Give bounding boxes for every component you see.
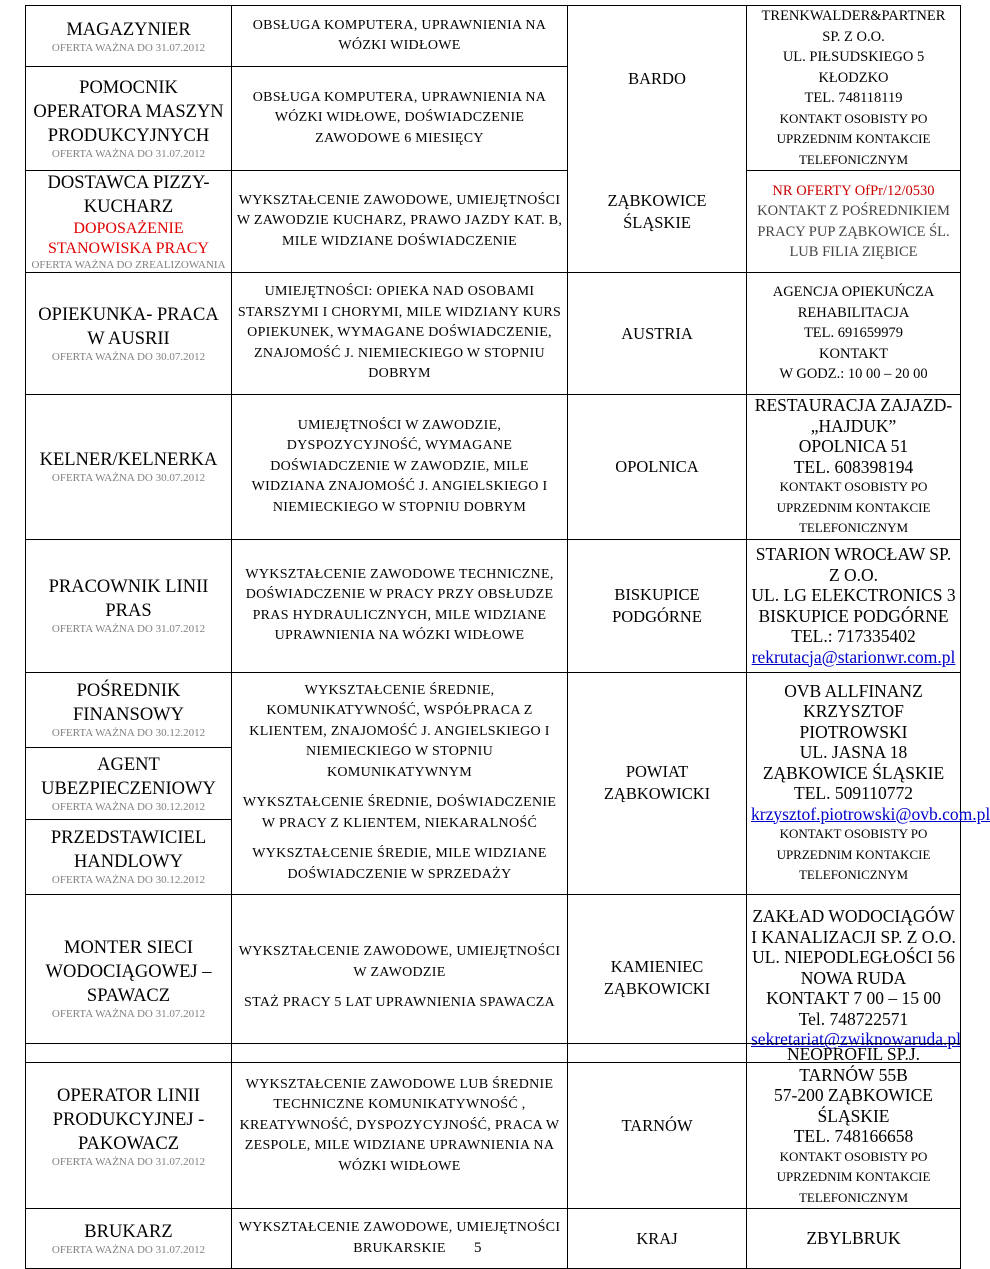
job-title: OPIEKUNKA- PRACA W AUSRII [38,305,219,349]
employer-name: ZBYLBRUK [806,1228,901,1249]
requirements-text: WYKSZTAŁCENIE ZAWODOWE TECHNICZNE, DOŚWIADCZENIE W PRACY PRZY OBSŁUDZE PRAS HYDRAULICZNYCH, MILE WIDZIANE UPRAWNIENIA NA WÓZKI WIDŁOWE [245,566,554,643]
job-title: PRZEDSTAWICIEL HANDLOWY [50,828,207,872]
employer-street: UL. JASNA 18 [799,742,908,762]
table-row [26,539,961,672]
employer-cell [747,1209,961,1269]
requirements-text: STAŻ PRACY 5 LAT UPRAWNIENIA SPAWACZA [244,995,555,1011]
employer-name: STARION WROCŁAW SP. Z O.O. [755,544,952,585]
requirements-text: WYKSZTAŁCENIE ŚREDNIE, KOMUNIKATYWNOŚĆ, WSPÓŁPRACA Z KLIENTEM, ZNAJOMOŚĆ J. ANGIELSKIEGO I NIEMIECKIEGO W STOPNIU KOMUNIKATYWNYM [249,682,550,780]
requirements-cell [232,67,568,171]
location-cell [568,672,747,894]
offer-validity: OFERTA WAŻNA DO 31.07.2012 [51,1244,206,1256]
location-cell [568,6,747,273]
job-title: MAGAZYNIER [66,19,191,40]
offer-validity: OFERTA WAŻNA DO 31.07.2012 [51,1155,206,1168]
table-row [26,395,961,540]
employer-name: TRENKWALDER&PARTNER SP. Z O.O. [761,8,946,45]
page-number: 5 [474,1240,482,1256]
requirements-text: UMIEJĘTNOŚCI: OPIEKA NAD OSOBAMI STARSZYMI I CHORYMI, MILE WIDZIANY KURS OPIEKUNEK, WYMAGANE DOŚWIADCZENIE, ZNAJOMOŚĆ J. NIEMIECKIEGO W STOPNIU DOBRYM [237,284,562,382]
offer-validity: OFERTA WAŻNA DO 31.07.2012 [51,1007,206,1020]
location-cell [568,539,747,672]
job-cell [26,273,232,395]
employer-city: ZĄBKOWICE ŚLĄSKIE [762,762,945,783]
location-biskupice: BISKUPICE PODGÓRNE [612,584,702,626]
employer-hours: KONTAKT 7 00 – 15 00 [766,988,941,1009]
employer-phone: TEL. 748166658 [793,1126,914,1146]
employer-name: RESTAURACJA ZAJAZD- „HAJDUK” [754,395,953,436]
employer-phone: TEL.: 717335402 [791,626,916,646]
job-title: PRACOWNIK LINII PRAS [48,577,209,621]
employer-contact: KONTAKT OSOBISTY PO UPRZEDNIM KONTAKCIE TELEFONICZNYM [776,479,931,535]
location-cell [568,273,747,395]
offer-validity: OFERTA WAŻNA DO 31.07.2012 [51,148,206,161]
employer-cell [747,171,961,273]
job-title: DOSTAWCA PIZZY-KUCHARZ [47,173,210,217]
employer-street: UL. PIŁSUDSKIEGO 5 [782,49,925,65]
employer-city: KŁODZKO [818,69,889,86]
job-cell [26,672,232,894]
job-cell [26,1044,232,1209]
requirements-text: WYKSZTAŁCENIE ZAWODOWE, UMIEJĘTNOŚCI W ZAWODZIE KUCHARZ, PRAWO JAZDY KAT. B, MILE WIDZIANE DOŚWIADCZENIE [236,192,563,249]
employer-city: NOWA RUDA [800,967,907,988]
job-offers-table-continued [25,1043,961,1269]
location-kraj: KRAJ [636,1228,678,1248]
table-row [26,1044,961,1209]
job-title: POŚREDNIK FINANSOWY [73,681,184,725]
employer-street: UL. LG ELEKCTRONICS 3 [751,585,956,605]
employer-contact: KONTAKT OSOBISTY PO UPRZEDNIM KONTAKCIE TELEFONICZNYM [776,826,931,882]
employer-cell [747,1044,961,1209]
requirements-text: WYKSZTAŁCENIE ZAWODOWE, UMIEJĘTNOŚCI BRUKARSKIE [238,1220,561,1256]
employer-email-link[interactable]: rekrutacja@starionwr.com.pl [751,646,956,667]
employer-cell [747,6,961,171]
employer-phone: TEL. 509110772 [794,783,913,803]
employer-city: BISKUPICE PODGÓRNE [758,605,949,626]
requirements-text: OBSŁUGA KOMPUTERA, UPRAWNIENIA NA WÓZKI WIDŁOWE [252,17,547,54]
employer-street: TARNÓW 55B [799,1064,908,1085]
job-title: KELNER/KELNERKA [39,450,218,471]
offer-validity: OFERTA WAŻNA DO 30.12.2012 [51,800,206,813]
job-cell [26,894,232,1062]
employer-contact: KONTAKT OSOBISTY PO UPRZEDNIM KONTAKCIE TELEFONICZNYM [776,1148,931,1205]
requirements-text: OBSŁUGA KOMPUTERA, UPRAWNIENIA NA WÓZKI WIDŁOWE, DOŚWIADCZENIE ZAWODOWE 6 MIESIĘCY [252,89,547,146]
employer-phone: TEL. 608398194 [793,456,914,477]
job-title: AGENT UBEZPIECZENIOWY [41,754,216,799]
location-powiat: POWIAT ZĄBKOWICKI [603,762,711,803]
table-row [26,894,961,1062]
location-zabkowice: ZĄBKOWICE ŚLĄSKIE [607,191,707,232]
employer-street: UL. NIEPODLEGŁOŚCI 56 [752,947,955,968]
offer-validity: OFERTA WAŻNA DO 30.12.2012 [51,727,206,739]
table-row [26,1209,961,1269]
employer-cell [747,539,961,672]
employer-address: OPOLNICA 51 [798,436,909,456]
job-cell [26,395,232,540]
job-cell [26,1209,232,1269]
location-kamieniec: KAMIENIEC ZĄBKOWICKI [603,957,711,998]
employer-name: AGENCJA OPIEKUŃCZA REHABILITACJA [772,284,935,321]
offer-validity: OFERTA WAŻNA DO ZREALIZOWANIA [31,259,226,271]
employer-email-link[interactable]: krzysztof.piotrowski@ovb.com.pl [751,803,990,824]
requirements-cell [232,273,568,395]
employer-phone: TEL. 691659979 [803,325,904,342]
job-title: OPERATOR LINII PRODUKCYJNEJ - PAKOWACZ [52,1085,205,1154]
location-bardo: BARDO [628,69,686,88]
requirements-text: WYKSZTAŁCENIE ZAWODOWE LUB ŚREDNIE TECHNICZNE KOMUNIKATYWNOŚĆ , KREATYWNOŚĆ, DYSPOZYCYJNOŚĆ, PRACA W ZESPOLE, MILE WIDZIANE UPRAWNIENIA NA WÓZKI WIDŁOWE [239,1076,560,1174]
job-cell [26,539,232,672]
employer-name: NEOPROFIL SP.J. [786,1044,921,1064]
requirements-cell [232,894,568,1062]
job-cell [26,6,232,67]
job-title: MONTER SIECI WODOCIĄGOWEJ – SPAWACZ [45,937,212,1006]
location-cell [568,395,747,540]
employer-cell [747,894,961,1062]
location-austria: AUSTRIA [621,323,693,343]
employer-contact: KONTAKT Z POŚREDNIKIEM PRACY PUP ZĄBKOWICE ŚL. LUB FILIA ZIĘBICE [757,203,950,260]
table-row [26,672,961,894]
requirements-cell [232,539,568,672]
table-row [26,6,961,67]
table-row [26,273,961,395]
requirements-cell [232,395,568,540]
job-subcell [26,820,231,894]
location-cell [568,1209,747,1269]
requirements-text: WYKSZTAŁCENIE ŚREDNIE, DOŚWIADCZENIE W PRACY Z KLIENTEM, NIEKARALNOŚĆ [242,795,557,831]
offer-number: NR OFERTY OfPr/12/0530 [772,182,935,199]
job-subcell [26,673,231,748]
location-cell [568,894,747,1062]
employer-cell [747,273,961,395]
employer-contact: KONTAKT [819,345,888,362]
employer-city: 57-200 ZĄBKOWICE ŚLĄSKIE [774,1085,933,1126]
job-cell [26,171,232,273]
employer-email-link[interactable]: sekretariat@zwiknowaruda.pl [751,1029,961,1050]
job-subcell [26,748,231,820]
offer-validity: OFERTA WAŻNA DO 30.12.2012 [51,874,206,886]
job-title: BRUKARZ [84,1222,173,1242]
employer-name: OVB ALLFINANZ KRZYSZTOF PIOTROWSKI [784,680,923,742]
employer-cell [747,395,961,540]
table-row [26,171,961,273]
job-title: POMOCNIK OPERATORA MASZYN PRODUKCYJNYCH [33,78,224,147]
location-opolnica: OPOLNICA [615,456,699,476]
location-tarnow: TARNÓW [621,1116,693,1135]
requirements-text: UMIEJĘTNOŚCI W ZAWODZIE, DYSPOZYCYJNOŚĆ, WYMAGANE DOŚWIADCZENIE W ZAWODZIE, MILE WIDZIANA ZNAJOMOŚĆ J. ANGIELSKIEGO I NIEMIECKIEGO W STOPNIU DOBRYM [251,417,548,515]
employer-name: ZAKŁAD WODOCIĄGÓW I KANALIZACJI SP. Z O.O. [751,906,956,947]
job-cell [26,67,232,171]
requirements-cell [232,1044,568,1209]
employer-hours: W GODZ.: 10 00 – 20 00 [779,366,928,383]
requirements-cell [232,1209,568,1269]
offer-validity: OFERTA WAŻNA DO 31.07.2012 [51,41,206,54]
requirements-cell [232,171,568,273]
employer-phone: Tel. 748722571 [798,1008,909,1029]
requirements-cell [232,672,568,894]
job-offers-table [25,5,990,1063]
requirements-text: WYKSZTAŁCENIE ZAWODOWE, UMIEJĘTNOŚCI W ZAWODZIE [238,944,561,980]
requirements-cell [232,6,568,67]
employer-cell [747,672,990,894]
employer-contact: KONTAKT OSOBISTY PO UPRZEDNIM KONTAKCIE TELEFONICZNYM [776,110,931,167]
offer-validity: OFERTA WAŻNA DO 30.07.2012 [51,351,206,363]
employer-phone: TEL. 748118119 [804,90,903,106]
job-subtitle: DOPOSAŻENIE STANOWISKA PRACY [48,220,209,257]
location-cell [568,1044,747,1209]
requirements-text: WYKSZTAŁCENIE ŚREDIE, MILE WIDZIANE DOŚWIADCZENIE W SPRZEDAŻY [252,846,547,882]
offer-validity: OFERTA WAŻNA DO 30.07.2012 [51,472,206,485]
offer-validity: OFERTA WAŻNA DO 31.07.2012 [51,623,206,635]
